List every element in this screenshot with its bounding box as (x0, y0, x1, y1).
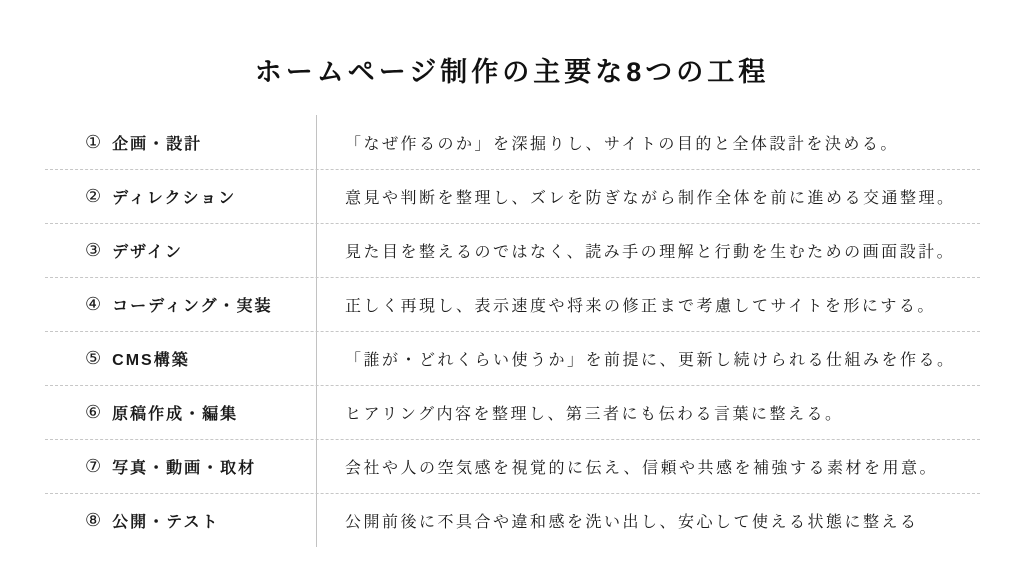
table-row (45, 277, 980, 331)
table-row (45, 331, 980, 385)
process-label: コーディング・実装 (112, 298, 273, 315)
process-description: 意見や判断を整理し、ズレを防ぎながら制作全体を前に進める交通整理。 (345, 190, 956, 207)
table-row (45, 115, 980, 169)
process-number: ⑤ (85, 348, 104, 368)
process-number: ③ (85, 240, 104, 260)
process-label: 写真・動画・取材 (112, 460, 257, 477)
process-description: ヒアリング内容を整理し、第三者にも伝わる言葉に整える。 (345, 406, 844, 423)
process-label: 企画・設計 (112, 135, 203, 153)
process-label-cell (45, 224, 317, 277)
process-label-cell (45, 170, 317, 223)
process-label: ディレクション (112, 190, 237, 207)
table-row (45, 223, 980, 277)
process-number: ⑦ (85, 456, 104, 476)
table-row (45, 493, 980, 547)
process-label-cell (45, 494, 317, 547)
process-number: ② (85, 186, 104, 206)
process-label: 公開・テスト (112, 514, 220, 531)
process-label-cell (45, 115, 317, 169)
process-description: 会社や人の空気感を視覚的に伝え、信頼や共感を補強する素材を用意。 (345, 460, 938, 477)
process-label-cell (45, 278, 317, 331)
process-description: 正しく再現し、表示速度や将来の修正まで考慮してサイトを形にする。 (345, 298, 936, 315)
process-description: 「誰が・どれくらい使うか」を前提に、更新し続けられる仕組みを作る。 (345, 352, 956, 369)
process-number: ⑧ (85, 510, 104, 530)
process-number: ⑥ (85, 402, 104, 422)
process-label-cell (45, 386, 317, 439)
process-table (45, 115, 980, 547)
table-row (45, 169, 980, 223)
process-label: 原稿作成・編集 (112, 406, 239, 423)
process-number: ④ (85, 294, 104, 314)
page-title: ホームページ制作の主要な8つの工程 (254, 57, 770, 87)
table-row (45, 385, 980, 439)
process-description: 「なぜ作るのか」を深掘りし、サイトの目的と全体設計を決める。 (345, 135, 899, 153)
process-label: CMS構築 (112, 352, 190, 369)
process-label-cell (45, 332, 317, 385)
process-description: 見た目を整えるのではなく、読み手の理解と行動を生むための画面設計。 (345, 244, 956, 261)
table-row (45, 439, 980, 493)
process-description: 公開前後に不具合や違和感を洗い出し、安心して使える状態に整える (345, 514, 919, 531)
process-number: ① (85, 131, 104, 152)
process-label-cell (45, 440, 317, 493)
process-label: デザイン (112, 244, 184, 261)
